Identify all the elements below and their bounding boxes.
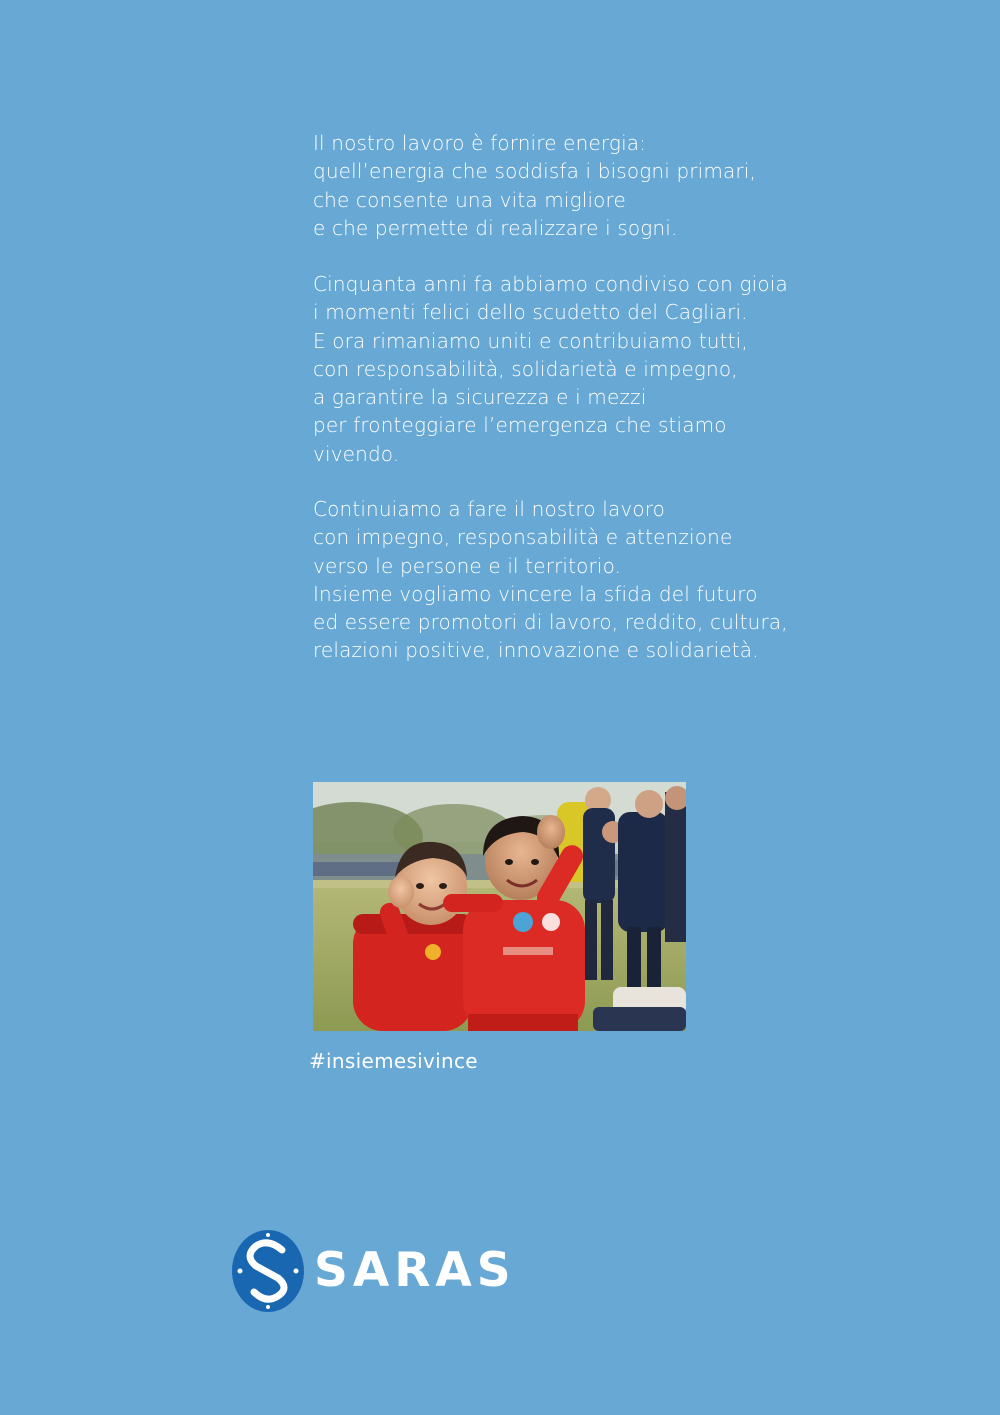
- photo-two-boys-football: [313, 782, 686, 1031]
- paragraph-2: [313, 270, 933, 468]
- paragraph-3: [313, 495, 933, 665]
- text-line: verso le persone e il territorio.: [313, 553, 622, 578]
- text-line: con responsabilità, solidarietà e impegno,: [313, 356, 738, 381]
- text-line: quell’energia che soddisfa i bisogni primari,: [313, 159, 756, 184]
- saras-wordmark: SARAS: [314, 1243, 516, 1298]
- text-line: che consente una vita migliore: [313, 187, 626, 212]
- saras-logo-icon: [232, 1230, 304, 1312]
- text-line: per fronteggiare l’emergenza che stiamo: [313, 413, 727, 438]
- text-line: relazioni positive, innovazione e solidarietà.: [313, 638, 759, 663]
- text-line: vivendo.: [313, 441, 400, 466]
- saras-logo: [232, 1230, 552, 1312]
- text-line: Il nostro lavoro è fornire energia:: [313, 131, 647, 155]
- text-line: con impegno, responsabilità e attenzione: [313, 525, 733, 550]
- text-line: e che permette di realizzare i sogni.: [313, 215, 678, 240]
- text-line: ed essere promotori di lavoro, reddito, cultura,: [313, 610, 788, 635]
- text-line: Continuiamo a fare il nostro lavoro: [313, 497, 666, 521]
- paragraph-1: [313, 129, 933, 242]
- text-line: E ora rimaniamo uniti e contribuiamo tutti,: [313, 328, 748, 353]
- text-line: i momenti felici dello scudetto del Cagliari.: [313, 300, 748, 325]
- text-line: Cinquanta anni fa abbiamo condiviso con gioia: [313, 272, 788, 296]
- text-line: a garantire la sicurezza e i mezzi: [313, 385, 647, 410]
- hashtag: #insiemesivince: [309, 1049, 478, 1073]
- text-line: Insieme vogliamo vincere la sfida del futuro: [313, 581, 758, 606]
